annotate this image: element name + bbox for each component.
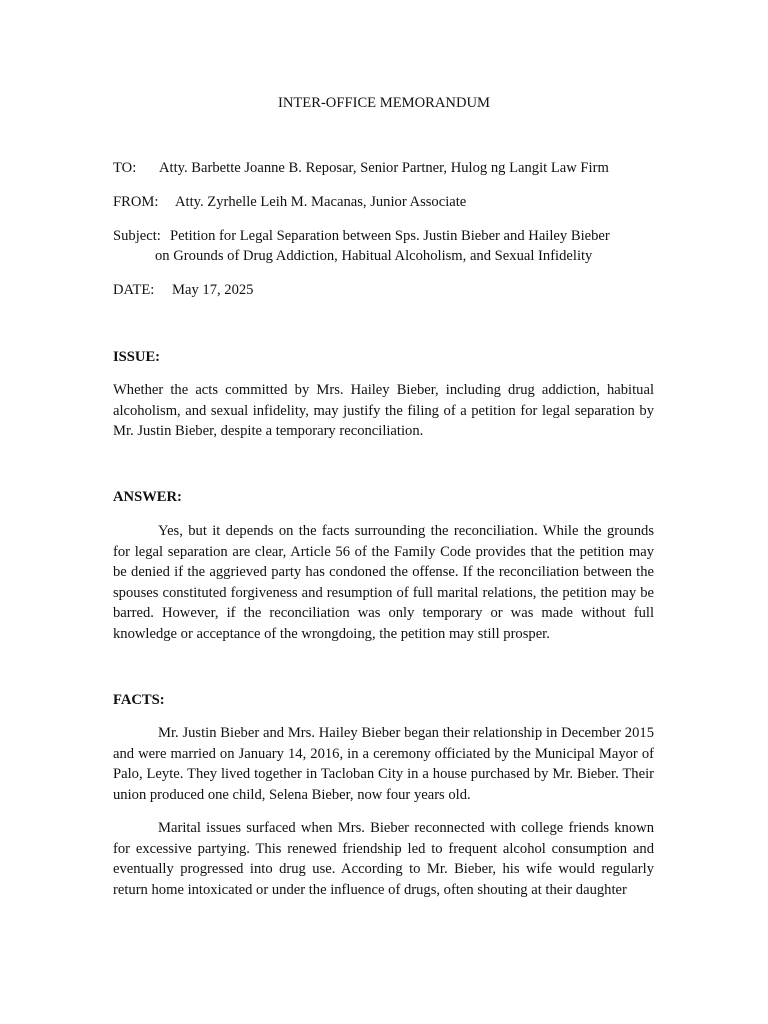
answer-text: Yes, but it depends on the facts surrounding the reconciliation. While the grounds for legal separation are clear, Article 56 of the Family Code provides that the petition may be denied if the aggrieved party has condoned the offense. If the reconciliation between the spouses constituted forgiveness and resumption of full marital relations, the petition may be barred. However, if the reconciliation was only temporary or was made without full knowledge or acceptance of the wrongdoing, the petition may still prosper. xyxy=(113,523,654,642)
date-line xyxy=(113,280,253,301)
issue-text: Whether the acts committed by Mrs. Hailey Bieber, including drug addiction, habitual alcoholism, and sexual infidelity, may justify the filing of a petition for legal separation by Mr. Justin Bieber, despite a temporary reconciliation. xyxy=(113,382,654,440)
subject-line xyxy=(113,226,610,247)
issue-heading: ISSUE: xyxy=(113,349,161,365)
subject-value-line1: Petition for Legal Separation between Sps. Justin Bieber and Hailey Bieber xyxy=(170,228,610,244)
subject-label: Subject: xyxy=(113,228,161,244)
from-line xyxy=(113,192,466,213)
facts-paragraph-2: Marital issues surfaced when Mrs. Bieber reconnected with college friends known for excessive partying. This renewed friendship led to frequent alcohol consumption and eventually progressed into drug use. According to Mr. Bieber, his wife would regularly return home intoxicated or under the influence of drugs, often shouting at their daughter xyxy=(113,820,654,898)
to-line xyxy=(113,158,609,179)
from-label: FROM: xyxy=(113,194,159,210)
answer-heading: ANSWER: xyxy=(113,489,182,505)
date-label: DATE: xyxy=(113,282,155,298)
from-value: Atty. Zyrhelle Leih M. Macanas, Junior Associate xyxy=(175,194,467,210)
memo-title: INTER-OFFICE MEMORANDUM xyxy=(277,95,491,111)
subject-value-line2: on Grounds of Drug Addiction, Habitual Alcoholism, and Sexual Infidelity xyxy=(155,248,593,264)
to-value: Atty. Barbette Joanne B. Reposar, Senior Partner, Hulog ng Langit Law Firm xyxy=(159,160,609,176)
facts-paragraph-1: Mr. Justin Bieber and Mrs. Hailey Bieber began their relationship in December 2015 and were married on January 14, 2016, in a ceremony officiated by the Municipal Mayor of Palo, Leyte. They lived together in Tacloban City in a house purchased by Mr. Bieber. Their union produced one child, Selena Bieber, now four years old. xyxy=(113,725,654,803)
date-value: May 17, 2025 xyxy=(172,282,254,298)
to-label: TO: xyxy=(113,160,137,176)
facts-heading: FACTS: xyxy=(113,692,165,708)
